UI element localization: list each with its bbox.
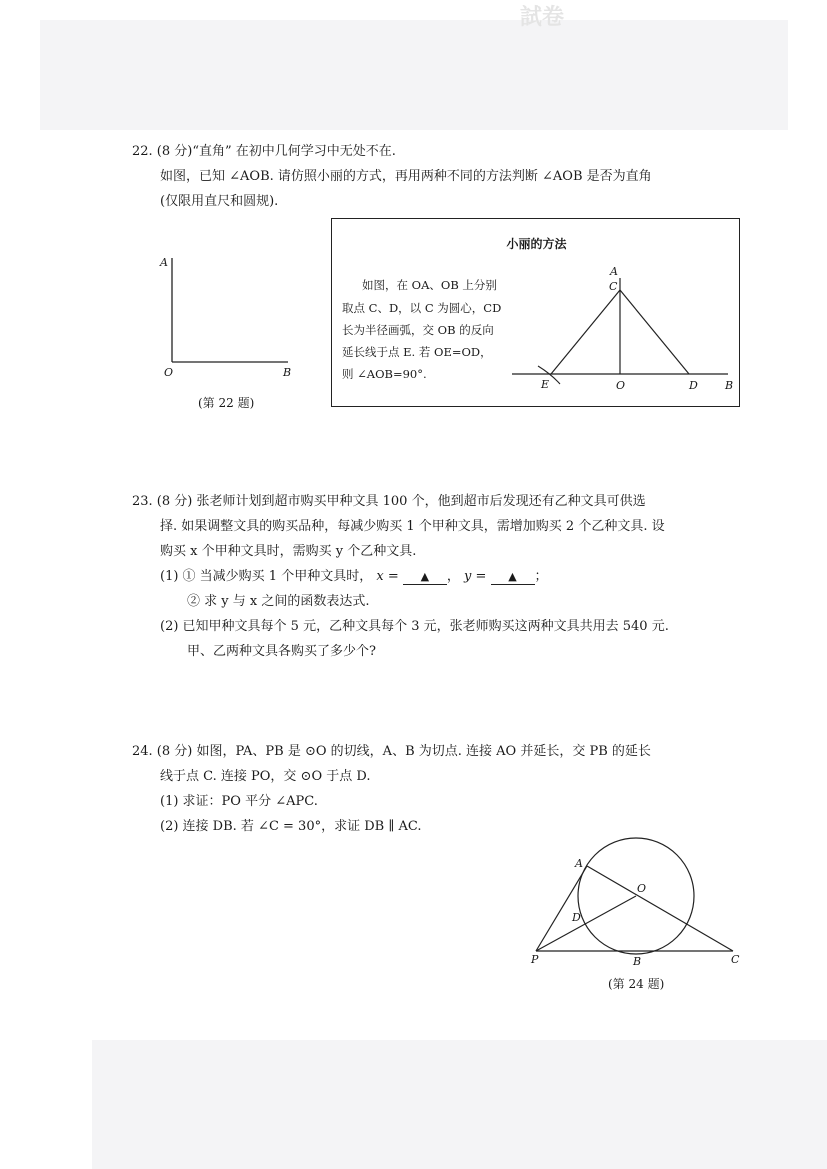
q22-caption: (第 22 题) [198,396,255,410]
method-label-o: O [616,379,626,392]
q24-label-o: O [637,882,647,895]
triangle-marker-icon: ▲ [508,570,517,583]
q23-part2-line-2: 甲、乙两种文具各购买了多少个? [187,644,376,659]
q22-line-1: 22. (8 分)“直角” 在初中几何学习中无处不在. [132,144,396,159]
method-line-4: 延长线于点 E. 若 OE=OD， [342,345,492,359]
q24-line-1: 24. (8 分) 如图，PA、PB 是 ⊙O 的切线，A、B 为切点. 连接 AO 并延长，交 PB 的延长 [132,744,651,759]
q22-label-o: O [164,366,174,379]
q24-label-c: C [731,953,740,966]
method-line-2: 取点 C、D，以 C 为圆心，CD [342,301,502,315]
q23-line-1: 23. (8 分) 张老师计划到超市购买甲种文具 100 个，他到超市后发现还有乙种文具可供选 [132,494,646,509]
q24-label-a: A [575,857,583,870]
segment-po [536,896,636,951]
q22-line-2: 如图，已知 ∠AOB. 请仿照小丽的方式，再用两种不同的方法判断 ∠AOB 是否为直角 [160,169,652,184]
q22-line-3: (仅限用直尺和圆规). [160,194,279,209]
q22-label-a: A [160,256,168,269]
method-line-3: 长为半径画弧，交 OB 的反向 [342,323,494,337]
q24-line-3: (1) 求证：PO 平分 ∠APC. [160,794,318,809]
q23-line-3: 购买 x 个甲种文具时，需购买 y 个乙种文具. [160,544,417,559]
q23-y-label: y = [464,569,487,584]
q24-line-2: 线于点 C. 连接 PO，交 ⊙O 于点 D. [160,769,371,784]
method-line-5: 则 ∠AOB=90°. [342,367,427,381]
q24-label-d: D [572,911,581,924]
q23-part2-line-1: (2) 已知甲种文具每个 5 元，乙种文具每个 3 元，张老师购买这两种文具共用去 540 元. [160,619,669,634]
method-label-c: C [609,280,618,293]
watermark: 試卷 [520,4,565,30]
method-label-b: B [725,379,734,392]
q23-part1-sub: ② 求 y 与 x 之间的函数表达式. [187,594,370,609]
q23-end: ； [534,569,548,584]
method-line-1: 如图，在 OA、OB 上分别 [362,278,497,292]
q24-line-4: (2) 连接 DB. 若 ∠C = 30°，求证 DB ∥ AC. [160,819,422,834]
q23-line-2: 择. 如果调整文具的购买品种，每减少购买 1 个甲种文具，需增加购买 2 个乙种文具. 设 [160,519,665,534]
segment-ac [587,866,733,951]
q23-part1-prefix: (1) ① 当减少购买 1 个甲种文具时， [160,569,373,584]
q24-label-b: B [633,955,642,968]
q24-label-p: P [531,953,539,966]
method-label-e: E [541,378,550,391]
method-title: 小丽的方法 [506,237,567,251]
q22-label-b: B [283,366,292,379]
triangle-marker-icon: ▲ [420,570,430,583]
method-label-a: A [610,265,618,278]
q23-separator: ， [446,569,460,584]
q23-x-label: x = [376,569,399,584]
q24-caption: (第 24 题) [608,977,665,991]
method-label-d: D [689,379,698,392]
